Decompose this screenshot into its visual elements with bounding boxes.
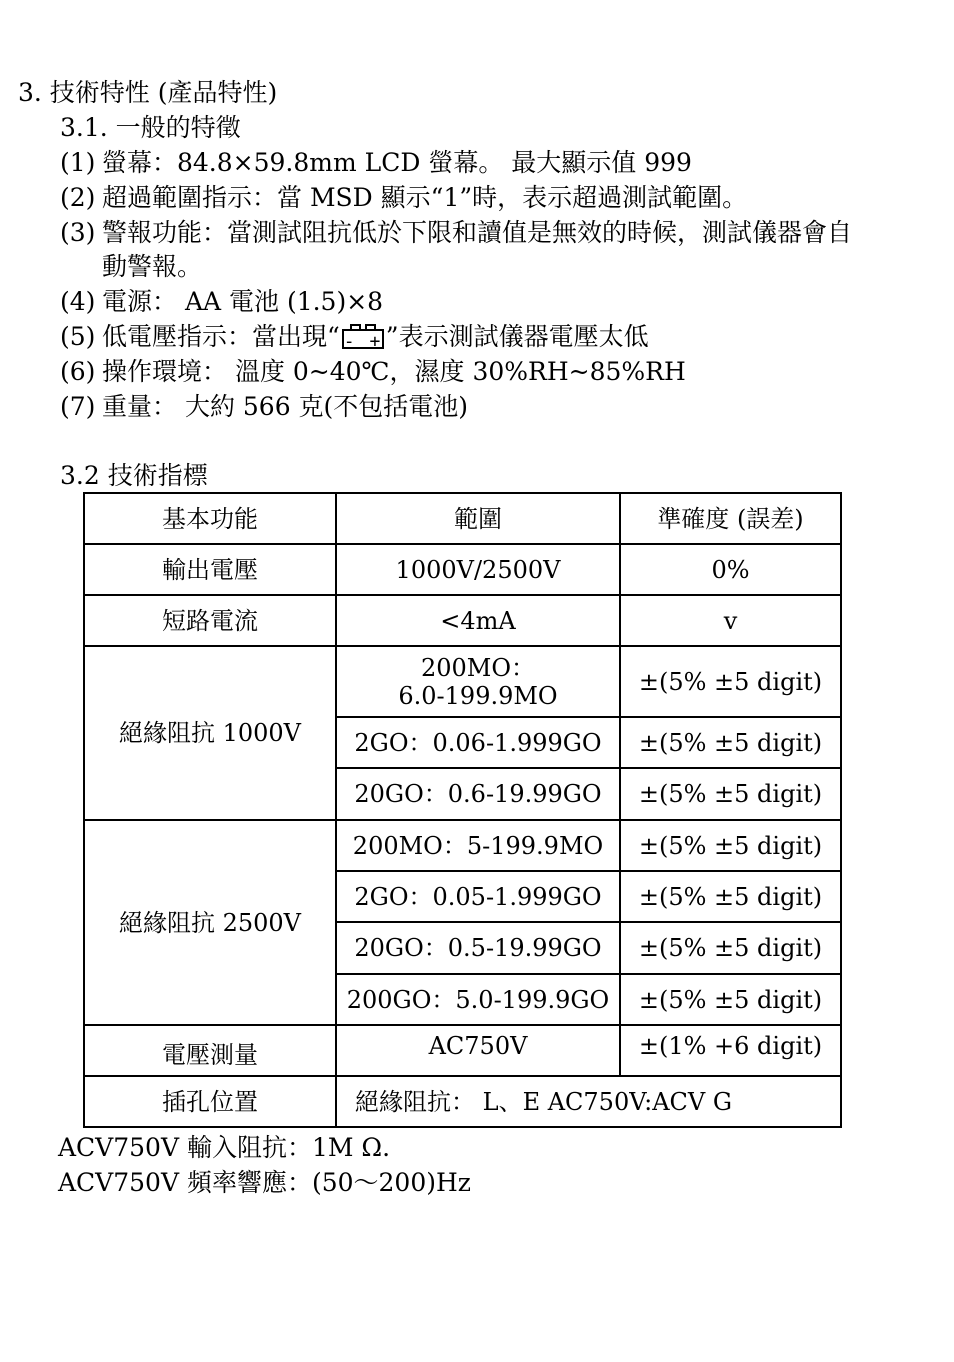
list-item xyxy=(60,148,692,178)
subsection-general-features: 3.1. 一般的特徵 xyxy=(60,113,241,142)
cell-accuracy: v xyxy=(620,595,841,646)
cell-accuracy: ±(5% ±5 digit) xyxy=(620,646,841,717)
list-text: 警報功能：當測試阻抗低於下限和讀值是無效的時候，測試儀器會自 xyxy=(102,218,853,247)
cell-accuracy: ±(5% ±5 digit) xyxy=(620,820,841,871)
table-row xyxy=(84,595,841,646)
list-item xyxy=(60,357,686,387)
list-number: (3) xyxy=(60,218,96,247)
section-heading: 3. 技術特性 (產品特性) xyxy=(18,78,278,107)
header-function: 基本功能 xyxy=(84,493,336,544)
list-text: 超過範圍指示：當 MSD 顯示“1”時，表示超過測試範圍。 xyxy=(102,183,748,212)
list-number: (6) xyxy=(60,357,96,386)
cell-function: 絕緣阻抗 2500V xyxy=(84,820,336,1025)
cell-accuracy: ±(5% ±5 digit) xyxy=(620,922,841,974)
table-row xyxy=(84,820,841,871)
battery-icon-label: - + xyxy=(343,330,383,352)
table-row xyxy=(84,1076,841,1127)
table-header-row xyxy=(84,493,841,544)
cell-range: 1000V/2500V xyxy=(336,544,620,595)
list-item xyxy=(60,218,852,248)
list-item xyxy=(60,287,383,317)
list-number: (2) xyxy=(60,183,96,212)
table-row xyxy=(84,544,841,595)
list-item xyxy=(60,322,649,352)
list-continuation: 動警報。 xyxy=(102,252,203,281)
battery-icon xyxy=(342,329,384,352)
header-range: 範圍 xyxy=(336,493,620,544)
range-line-1: 200MO： xyxy=(420,653,536,682)
range-line-2: 6.0-199.9MO xyxy=(398,681,558,710)
cell-range: 20GO：0.5-19.99GO xyxy=(336,922,620,974)
list-number: (5) xyxy=(60,322,96,351)
cell-function: 輸出電壓 xyxy=(84,544,336,595)
list-text: 電源： AA 電池 (1.5)×8 xyxy=(102,287,384,316)
list-text: 重量： 大約 566 克(不包括電池) xyxy=(102,392,469,421)
cell-accuracy: ±(5% ±5 digit) xyxy=(620,768,841,820)
cell-range: AC750V xyxy=(336,1025,620,1076)
cell-range: 200GO：5.0-199.9GO xyxy=(336,974,620,1025)
list-item xyxy=(60,392,468,422)
subsection-tech-specs: 3.2 技術指標 xyxy=(60,461,208,490)
list-number: (1) xyxy=(60,148,96,177)
cell-range: 2GO：0.06-1.999GO xyxy=(336,717,620,768)
list-text: 操作環境： 溫度 0~40℃，濕度 30%RH~85%RH xyxy=(102,357,686,386)
list-number: (4) xyxy=(60,287,96,316)
cell-function: 電壓測量 xyxy=(84,1025,336,1076)
note-input-impedance: ACV750V 輸入阻抗：1M Ω. xyxy=(58,1133,391,1162)
list-text-post: ”表示測試儀器電壓太低 xyxy=(385,322,649,351)
list-number: (7) xyxy=(60,392,96,421)
cell-range: 200MO：5-199.9MO xyxy=(336,820,620,871)
table-row xyxy=(84,1025,841,1076)
cell-range xyxy=(336,646,620,717)
list-text-pre: 低電壓指示：當出現“ xyxy=(102,322,340,351)
cell-range: 2GO：0.05-1.999GO xyxy=(336,871,620,922)
cell-function: 短路電流 xyxy=(84,595,336,646)
cell-range: <4mA xyxy=(336,595,620,646)
table-row xyxy=(84,646,841,717)
cell-socket-positions: 絕緣阻抗： L、E AC750V:ACV G xyxy=(336,1076,841,1127)
header-accuracy: 準確度 (誤差) xyxy=(620,493,841,544)
cell-accuracy: ±(1% +6 digit) xyxy=(620,1025,841,1076)
cell-accuracy: ±(5% ±5 digit) xyxy=(620,871,841,922)
cell-accuracy: 0% xyxy=(620,544,841,595)
cell-accuracy: ±(5% ±5 digit) xyxy=(620,974,841,1025)
cell-function: 絕緣阻抗 1000V xyxy=(84,646,336,820)
list-text: 螢幕：84.8×59.8mm LCD 螢幕。 最大顯示值 999 xyxy=(102,148,692,177)
spec-table xyxy=(83,492,842,1128)
cell-accuracy: ±(5% ±5 digit) xyxy=(620,717,841,768)
cell-range: 20GO：0.6-19.99GO xyxy=(336,768,620,820)
note-frequency-response: ACV750V 頻率響應：(50～200)Hz xyxy=(58,1168,471,1197)
cell-function: 插孔位置 xyxy=(84,1076,336,1127)
list-item xyxy=(60,183,747,213)
